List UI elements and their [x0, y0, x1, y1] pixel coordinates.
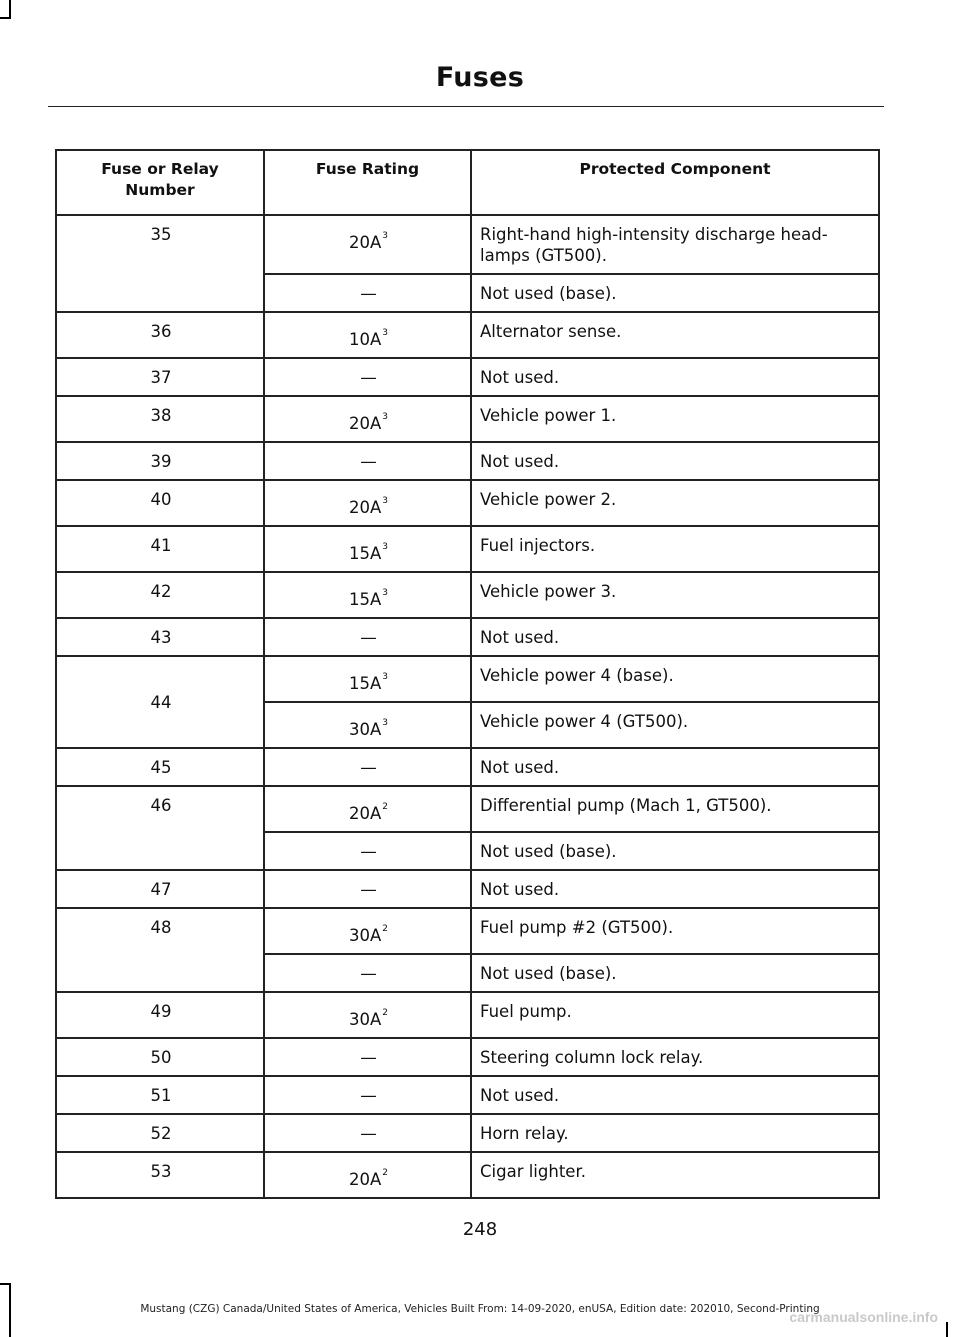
fuse-rating-value: 20A: [348, 1170, 382, 1189]
fuse-rating-value: —: [360, 758, 377, 777]
fuse-rating-value: 20A: [348, 233, 382, 252]
page-number: 248: [462, 1219, 498, 1240]
footnote-marker: 2: [382, 1008, 389, 1018]
fuse-rating-value: 10A: [348, 330, 382, 349]
footnote-marker: 2: [382, 1168, 389, 1178]
footnote-marker: 3: [382, 496, 389, 506]
protected-component-cell: Steering column lock relay.: [471, 1038, 879, 1076]
fuse-rating-value: —: [360, 368, 377, 387]
fuse-rating-value: 20A: [348, 414, 382, 433]
table-row: [56, 786, 879, 832]
fuse-rating-cell: [264, 992, 471, 1038]
fuse-rating-value: —: [360, 628, 377, 647]
crop-mark-bottom-right-v: [946, 1322, 948, 1337]
fuse-rating-value: 15A: [348, 544, 382, 563]
fuse-rating-cell: [264, 748, 471, 786]
protected-component-cell: Right-hand high-intensity discharge head-lamps (GT500).: [471, 215, 879, 274]
footnote-marker: 3: [382, 412, 389, 422]
fuse-rating-value: —: [360, 880, 377, 899]
fuse-number-cell: 49: [56, 992, 264, 1038]
protected-component-cell: Vehicle power 1.: [471, 396, 879, 442]
protected-component-cell: Vehicle power 2.: [471, 480, 879, 526]
table-row: [56, 526, 879, 572]
table-row: [56, 1076, 879, 1114]
footnote-marker: 3: [382, 588, 389, 598]
fuse-rating-cell: [264, 870, 471, 908]
protected-component-cell: Fuel pump #2 (GT500).: [471, 908, 879, 954]
protected-component-cell: Differential pump (Mach 1, GT500).: [471, 786, 879, 832]
watermark: carmanualsonline.info: [789, 1309, 938, 1325]
fuse-rating-cell: [264, 442, 471, 480]
fuse-rating-value: —: [360, 842, 377, 861]
fuse-number-cell: 36: [56, 312, 264, 358]
fuse-rating-value: 30A: [348, 720, 382, 739]
protected-component-cell: Vehicle power 4 (base).: [471, 656, 879, 702]
fuse-rating-value: —: [360, 1048, 377, 1067]
footnote-marker: 3: [382, 542, 389, 552]
fuse-rating-cell: [264, 274, 471, 312]
fuse-number-cell: 46: [56, 786, 264, 870]
table-header-row: [56, 150, 879, 215]
fuse-rating-cell: [264, 1152, 471, 1198]
crop-mark-top-left-v: [9, 0, 11, 18]
fuse-number-cell: 38: [56, 396, 264, 442]
table-row: [56, 215, 879, 274]
protected-component-cell: Not used (base).: [471, 274, 879, 312]
header-fuse-number: Fuse or Relay Number: [56, 150, 264, 215]
fuse-table-body: [56, 215, 879, 1198]
protected-component-cell: Not used.: [471, 618, 879, 656]
fuse-rating-cell: [264, 954, 471, 992]
fuse-number-cell: 44: [56, 656, 264, 748]
page-footer: Mustang (CZG) Canada/United States of America, Vehicles Built From: 14-09-2020, enUSA, Edition date: 202010, Second-Printing: [140, 1303, 820, 1315]
footnote-marker: 3: [382, 718, 389, 728]
fuse-number-cell: 41: [56, 526, 264, 572]
fuse-rating-value: 15A: [348, 674, 382, 693]
fuse-rating-cell: [264, 618, 471, 656]
fuse-rating-cell: [264, 312, 471, 358]
crop-mark-top-left-h: [0, 17, 11, 19]
footnote-marker: 2: [382, 802, 389, 812]
protected-component-cell: Cigar lighter.: [471, 1152, 879, 1198]
fuse-number-cell: 52: [56, 1114, 264, 1152]
table-row: [56, 656, 879, 702]
table-row: [56, 870, 879, 908]
fuse-rating-value: —: [360, 1086, 377, 1105]
fuse-rating-cell: [264, 572, 471, 618]
fuse-rating-cell: [264, 908, 471, 954]
table-row: [56, 1038, 879, 1076]
fuse-rating-cell: [264, 396, 471, 442]
fuse-table: [55, 149, 880, 1199]
fuse-number-cell: 51: [56, 1076, 264, 1114]
protected-component-cell: Not used.: [471, 1076, 879, 1114]
fuse-rating-cell: [264, 480, 471, 526]
fuse-number-cell: 48: [56, 908, 264, 992]
table-row: [56, 572, 879, 618]
table-row: [56, 358, 879, 396]
fuse-rating-value: —: [360, 964, 377, 983]
fuse-number-cell: 42: [56, 572, 264, 618]
table-row: [56, 1114, 879, 1152]
table-row: [56, 1152, 879, 1198]
header-fuse-rating: Fuse Rating: [264, 150, 471, 215]
fuse-rating-cell: [264, 215, 471, 274]
protected-component-cell: Vehicle power 4 (GT500).: [471, 702, 879, 748]
fuse-rating-cell: [264, 1038, 471, 1076]
page-title: Fuses: [435, 62, 525, 93]
fuse-number-cell: 47: [56, 870, 264, 908]
footnote-marker: 3: [382, 328, 389, 338]
fuse-rating-value: 20A: [348, 804, 382, 823]
title-divider: [48, 106, 884, 107]
fuse-rating-value: —: [360, 1124, 377, 1143]
protected-component-cell: Not used (base).: [471, 832, 879, 870]
fuse-rating-cell: [264, 702, 471, 748]
protected-component-cell: Not used.: [471, 870, 879, 908]
fuse-number-cell: 45: [56, 748, 264, 786]
protected-component-cell: Fuel pump.: [471, 992, 879, 1038]
protected-component-cell: Not used.: [471, 748, 879, 786]
protected-component-cell: Vehicle power 3.: [471, 572, 879, 618]
table-row: [56, 312, 879, 358]
fuse-rating-cell: [264, 1114, 471, 1152]
fuse-number-cell: 35: [56, 215, 264, 312]
protected-component-cell: Horn relay.: [471, 1114, 879, 1152]
protected-component-cell: Not used.: [471, 358, 879, 396]
fuse-rating-cell: [264, 786, 471, 832]
header-protected-component: Protected Component: [471, 150, 879, 215]
fuse-rating-cell: [264, 656, 471, 702]
fuse-rating-cell: [264, 832, 471, 870]
fuse-rating-value: 20A: [348, 498, 382, 517]
fuse-rating-value: 30A: [348, 926, 382, 945]
table-row: [56, 396, 879, 442]
footnote-marker: 3: [382, 672, 389, 682]
table-row: [56, 992, 879, 1038]
table-row: [56, 908, 879, 954]
table-row: [56, 618, 879, 656]
fuse-number-cell: 39: [56, 442, 264, 480]
fuse-number-cell: 53: [56, 1152, 264, 1198]
fuse-rating-value: —: [360, 452, 377, 471]
fuse-rating-cell: [264, 526, 471, 572]
protected-component-cell: Fuel injectors.: [471, 526, 879, 572]
fuse-rating-value: —: [360, 284, 377, 303]
table-row: [56, 442, 879, 480]
fuse-rating-cell: [264, 358, 471, 396]
fuse-number-cell: 37: [56, 358, 264, 396]
table-row: [56, 480, 879, 526]
fuse-rating-cell: [264, 1076, 471, 1114]
protected-component-cell: Not used.: [471, 442, 879, 480]
protected-component-cell: Not used (base).: [471, 954, 879, 992]
fuse-number-cell: 43: [56, 618, 264, 656]
footnote-marker: 2: [382, 924, 389, 934]
fuse-rating-value: 30A: [348, 1010, 382, 1029]
protected-component-cell: Alternator sense.: [471, 312, 879, 358]
footnote-marker: 3: [382, 231, 389, 241]
crop-mark-bottom-left-h: [0, 1283, 11, 1285]
fuse-number-cell: 50: [56, 1038, 264, 1076]
table-row: [56, 748, 879, 786]
fuse-number-cell: 40: [56, 480, 264, 526]
fuse-rating-value: 15A: [348, 590, 382, 609]
